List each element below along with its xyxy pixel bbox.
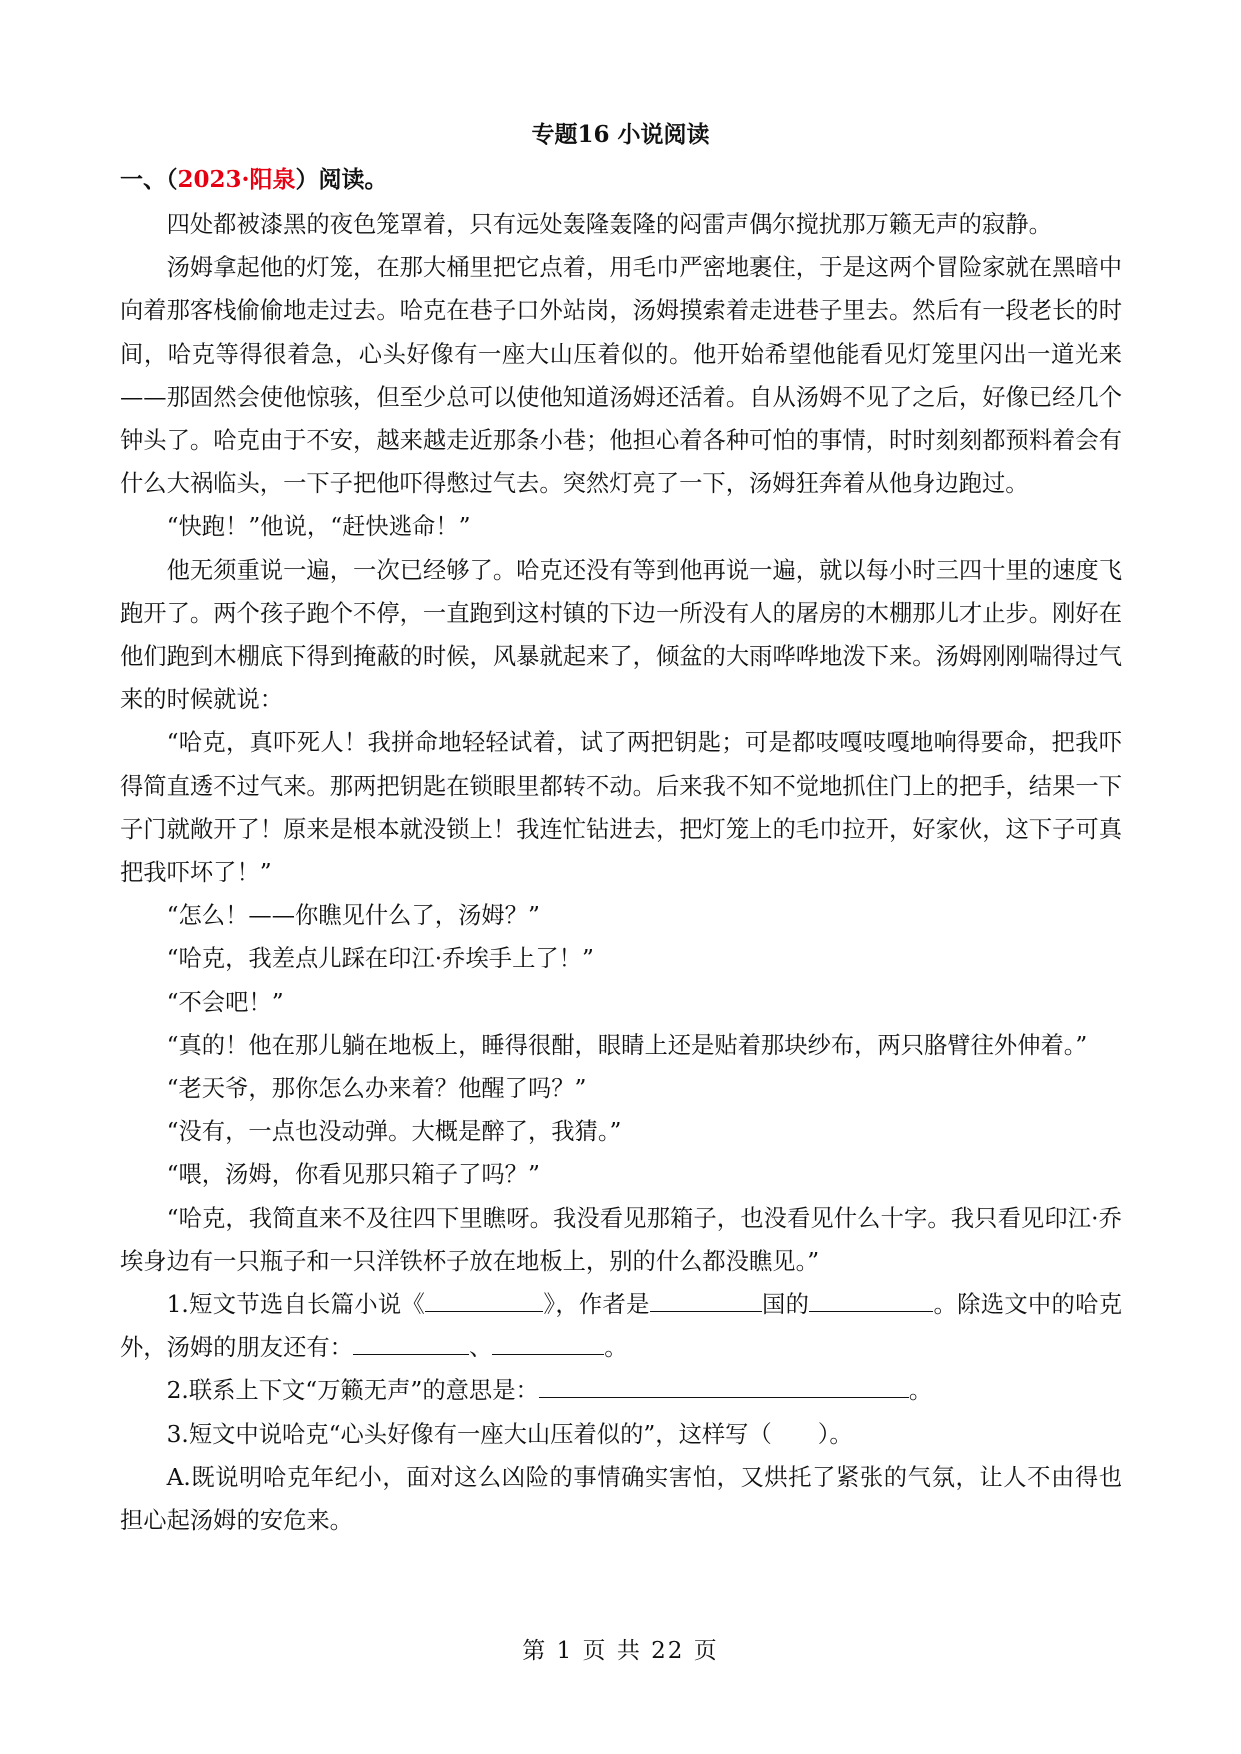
page-number-footer: 第 1 页 共 22 页 <box>522 1638 719 1664</box>
paragraph: “真的！他在那儿躺在地板上，睡得很酣，眼睛上还是贴着那块纱布，两只胳臂往外伸着。” <box>166 1031 1088 1059</box>
section-source: 2023·阳泉 <box>177 166 296 193</box>
question-1-text: 。 <box>604 1334 628 1362</box>
paragraph: “怎么！——你瞧见什么了，汤姆？” <box>166 902 540 930</box>
answer-blank-country[interactable] <box>650 1285 762 1312</box>
question-2 <box>120 1369 1122 1412</box>
paragraph: 四处都被漆黑的夜色笼罩着，只有远处轰隆轰隆的闷雷声偶尔搅扰那万籁无声的寂静。 <box>166 211 1052 238</box>
page-title: 专题16 小说阅读 <box>531 121 710 148</box>
question-1-text: 国的 <box>761 1291 810 1319</box>
question-3 <box>120 1413 1122 1456</box>
answer-blank-friend-2[interactable] <box>492 1328 604 1355</box>
question-1-text: 1.短文节选自长篇小说《 <box>166 1291 426 1319</box>
section-heading <box>120 160 388 200</box>
paragraph: 汤姆拿起他的灯笼，在那大桶里把它点着，用毛巾严密地裹住，于是这两个冒险家就在黑暗中向着那客栈偷偷地走过去。哈克在巷子口外站岗，汤姆摸索着走进巷子里去。然后有一段老长的时间，哈克等得很着急，心头好像有一座大山压着似的。他开始希望他能看见灯笼里闪出一道光来——那固然会使他惊骇，但至少总可以使他知道汤姆还活着。自从汤姆不见了之后，好像已经几个钟头了。哈克由于不安，越来越走近那条小巷；他担心着各种可怕的事情，时时刻刻都预料着会有什么大祸临头，一下子把他吓得憋过气去。突然灯亮了一下，汤姆狂奔着从他身边跑过。 <box>120 254 1122 498</box>
paragraph: “哈克，我简直来不及往四下里瞧呀。我没看见那箱子，也没看见什么十字。我只看见印江·乔埃身边有一只瓶子和一只洋铁杯子放在地板上，别的什么都没瞧见。” <box>120 1204 1122 1275</box>
paragraph: “没有，一点也没动弹。大概是醉了，我猜。” <box>166 1118 622 1146</box>
paragraph: “不会吧！” <box>166 988 284 1016</box>
question-3-text: 3.短文中说哈克“心头好像有一座大山压着似的”，这样写（ <box>166 1420 772 1448</box>
reading-passage <box>120 203 1122 1542</box>
answer-blank-friend-1[interactable] <box>353 1328 469 1355</box>
question-1-text: 》，作者是 <box>543 1291 650 1319</box>
question-2-text: 。 <box>908 1377 933 1405</box>
answer-blank-author[interactable] <box>809 1285 933 1312</box>
paragraph: “哈克，我差点儿踩在印江·乔埃手上了！” <box>166 945 594 973</box>
paragraph: “哈克，真吓死人！我拼命地轻轻试着，试了两把钥匙；可是都吱嘎吱嘎地响得要命，把我吓得简直透不过气来。那两把钥匙在锁眼里都转不动。后来我不知不觉地抓住门上的把手，结果一下子门就敞开了！原来是根本就没锁上！我连忙钻进去，把灯笼上的毛巾拉开，好家伙，这下子可真把我吓坏了！” <box>120 729 1122 887</box>
option-a: A.既说明哈克年纪小，面对这么凶险的事情确实害怕，又烘托了紧张的气氛，让人不由得也担心起汤姆的安危来。 <box>120 1463 1122 1535</box>
answer-blank-meaning[interactable] <box>539 1371 909 1398</box>
paragraph: “老天爷，那你怎么办来着？他醒了吗？” <box>166 1075 587 1103</box>
paragraph: “快跑！”他说，“赶快逃命！” <box>166 513 471 541</box>
question-1-text: 、 <box>468 1334 493 1362</box>
question-2-text: 2.联系上下文“万籁无声”的意思是： <box>166 1377 539 1405</box>
question-1 <box>120 1283 1122 1369</box>
paragraph: 他无须重说一遍，一次已经够了。哈克还没有等到他再说一遍，就以每小时三四十里的速度飞跑开了。两个孩子跑个不停，一直跑到这村镇的下边一所没有人的屠房的木棚那儿才止步。刚好在他们跑到木棚底下得到掩蔽的时候，风暴就起来了，倾盆的大雨哗哗地泼下来。汤姆刚刚喘得过气来的时候就说： <box>120 556 1122 714</box>
section-prefix: 一、（ <box>120 166 178 193</box>
question-3-text: ）。 <box>817 1420 853 1448</box>
section-suffix: ）阅读。 <box>295 166 388 193</box>
answer-blank-novel-title[interactable] <box>425 1285 543 1312</box>
paragraph: “喂，汤姆，你看见那只箱子了吗？” <box>166 1161 540 1189</box>
question-1-text: 。除选文中的哈克外，汤姆的朋友还有： <box>120 1291 1123 1362</box>
